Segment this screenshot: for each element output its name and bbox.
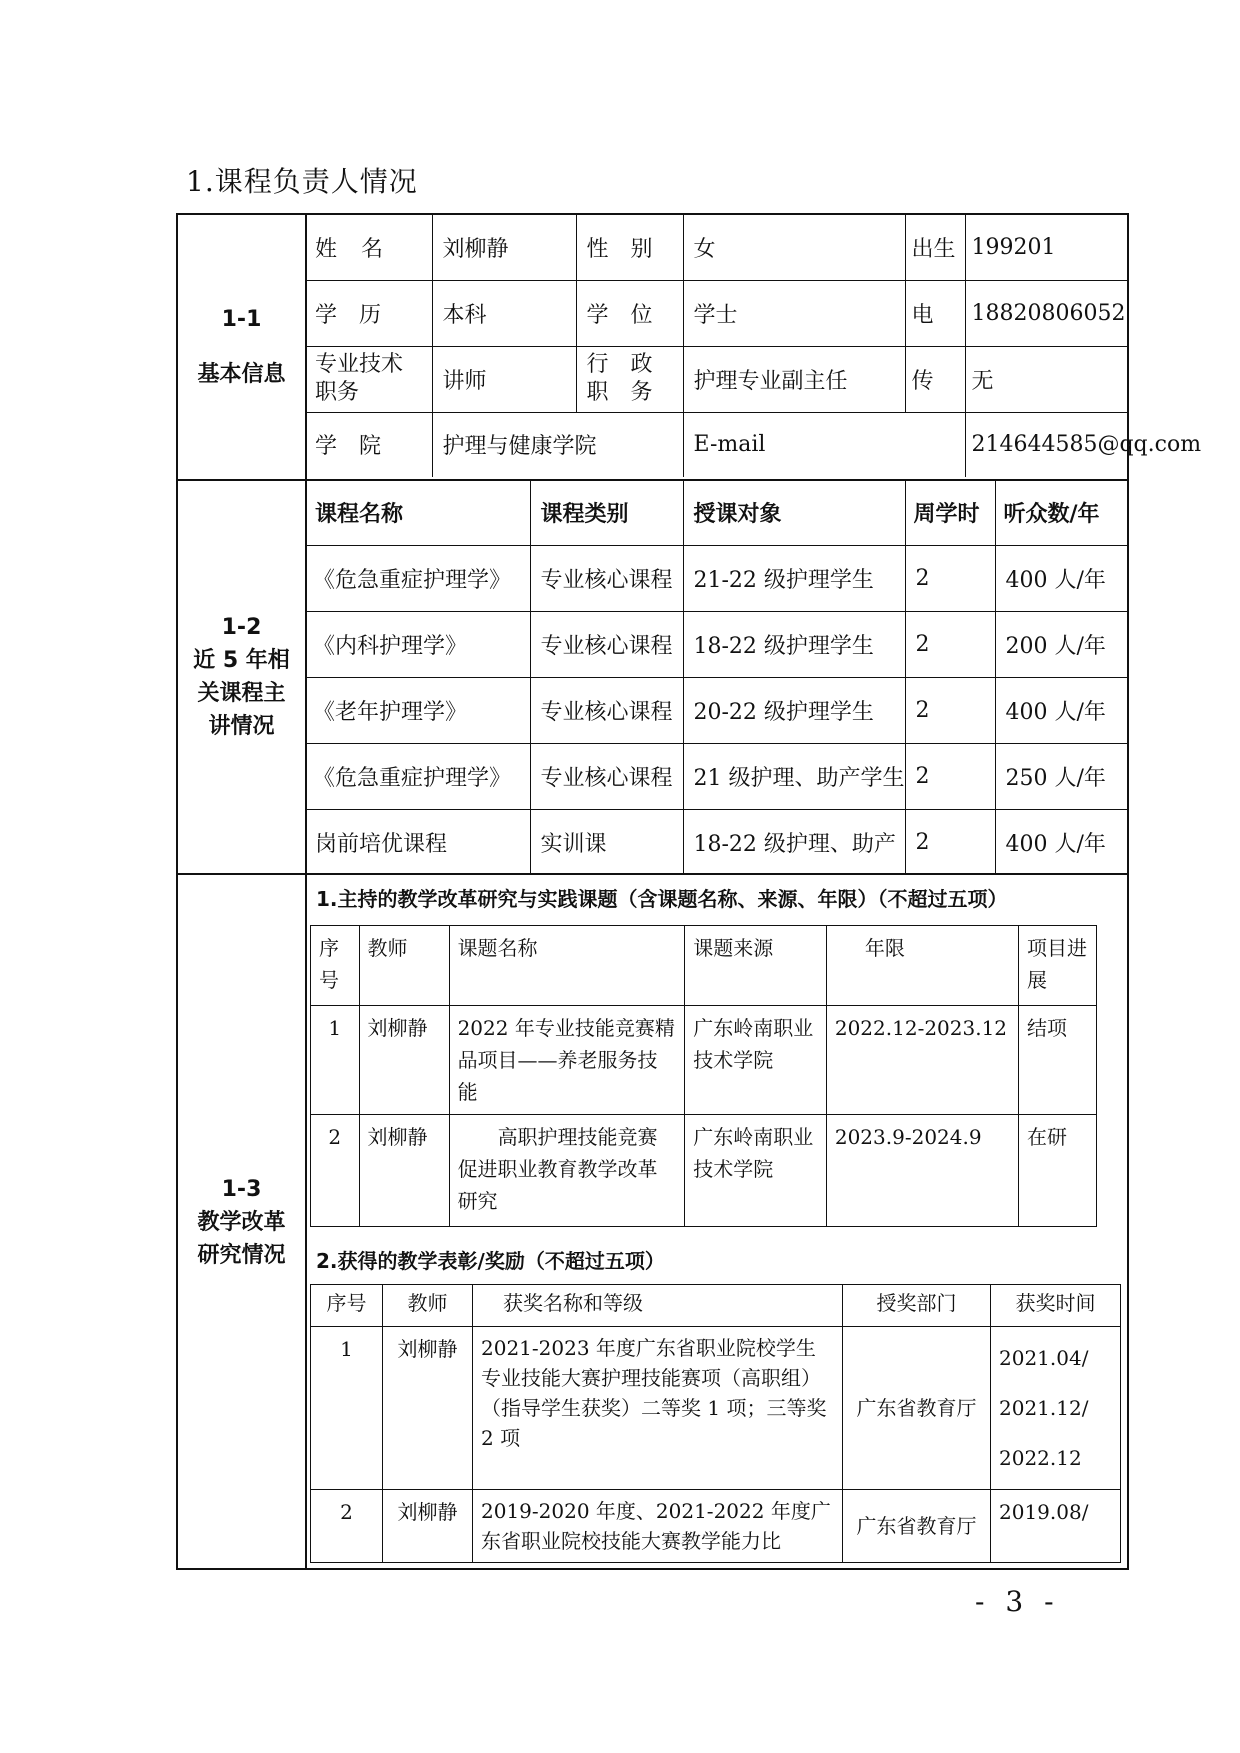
table-cell: 专业核心课程	[530, 743, 683, 809]
table-row	[305, 809, 1129, 875]
value-cell: 18820806052	[965, 280, 1129, 346]
table-row	[305, 215, 1129, 280]
column-header: 教师	[359, 926, 449, 1006]
table-cell: 刘柳静	[383, 1490, 473, 1563]
section-title-line: 研究情况	[197, 1243, 286, 1268]
label-cell: 学 位	[576, 280, 683, 346]
section-number: 1-3	[221, 1177, 262, 1202]
table-cell: 2	[905, 677, 995, 743]
table-cell: 广东省教育厅	[843, 1327, 991, 1490]
table-cell: 刘柳静	[383, 1327, 473, 1490]
section-number: 1-1	[221, 307, 262, 332]
table-cell: 广东岭南职业技术学院	[685, 1006, 827, 1115]
column-header: 教师	[383, 1285, 473, 1327]
table-row	[305, 545, 1129, 611]
section-label	[178, 215, 307, 479]
table-cell: 2019-2020 年度、2021-2022 年度广东省职业院校技能大赛教学能力比	[473, 1490, 843, 1563]
section-title: 基本信息	[197, 362, 286, 387]
table-cell: 2	[905, 545, 995, 611]
column-header: 获奖时间	[991, 1285, 1121, 1327]
table-row	[305, 677, 1129, 743]
table-cell: 《危急重症护理学》	[305, 743, 530, 809]
table-row	[311, 1115, 1097, 1227]
column-header: 获奖名称和等级	[473, 1285, 843, 1327]
section-label	[178, 481, 307, 873]
table-cell: 2	[905, 809, 995, 875]
table-cell: 2022.12-2023.12	[826, 1006, 1018, 1115]
column-header: 序号	[311, 926, 360, 1006]
table-cell: 200 人/年	[995, 611, 1129, 677]
courses-table	[305, 481, 1129, 875]
section-heading: 1.课程负责人情况	[186, 165, 418, 198]
section-title-line: 近 5 年相	[193, 648, 290, 673]
table-cell: 结项	[1019, 1006, 1097, 1115]
awards-table	[310, 1284, 1121, 1563]
label-cell: 电	[905, 280, 965, 346]
section-title-line: 教学改革	[197, 1210, 286, 1235]
table-cell: 1	[311, 1327, 383, 1490]
table-cell: 《危急重症护理学》	[305, 545, 530, 611]
table-row	[305, 346, 1129, 412]
table-row	[311, 1006, 1097, 1115]
table-cell: 实训课	[530, 809, 683, 875]
reform-projects-title: 1.主持的教学改革研究与实践课题（含课题名称、来源、年限）（不超过五项）	[316, 887, 1008, 911]
column-header: 授课对象	[683, 481, 905, 545]
table-cell: 2022 年专业技能竞赛精品项目——养老服务技能	[449, 1006, 685, 1115]
awards-title: 2.获得的教学表彰/奖励（不超过五项）	[316, 1249, 665, 1273]
table-cell: 21-22 级护理学生	[683, 545, 905, 611]
table-cell: 1	[311, 1006, 360, 1115]
table-cell: 18-22 级护理、助产	[683, 809, 905, 875]
value-cell: 199201	[965, 215, 1129, 280]
label-cell: 专业技术职务	[305, 346, 432, 412]
section-number: 1-2	[221, 615, 262, 640]
table-header-row	[311, 926, 1097, 1006]
table-row	[305, 611, 1129, 677]
page-number: - 3 -	[975, 1585, 1060, 1618]
section-basic-info	[178, 215, 1202, 479]
column-header: 年限	[826, 926, 1018, 1006]
column-header: 序号	[311, 1285, 383, 1327]
table-row	[305, 412, 1129, 477]
table-cell: 18-22 级护理学生	[683, 611, 905, 677]
reform-projects-table	[310, 925, 1097, 1227]
value-cell: 无	[965, 346, 1129, 412]
column-header: 课程类别	[530, 481, 683, 545]
table-cell: 《老年护理学》	[305, 677, 530, 743]
value-cell: 护理专业副主任	[683, 346, 905, 412]
table-cell: 专业核心课程	[530, 611, 683, 677]
table-cell: 2021-2023 年度广东省职业院校学生专业技能大赛护理技能赛项（高职组）（指导学生获奖）二等奖 1 项；三等奖 2 项	[473, 1327, 843, 1490]
label-cell: 学 历	[305, 280, 432, 346]
table-cell: 21 级护理、助产学生	[683, 743, 905, 809]
basic-info-table	[305, 215, 1202, 477]
value-cell: 本科	[432, 280, 576, 346]
table-cell: 《内科护理学》	[305, 611, 530, 677]
column-header: 课程名称	[305, 481, 530, 545]
table-cell: 400 人/年	[995, 809, 1129, 875]
table-cell: 2019.08/	[991, 1490, 1121, 1563]
label-cell: 传	[905, 346, 965, 412]
section-teaching-reform	[178, 873, 1129, 1570]
section-title-line: 讲情况	[208, 714, 275, 739]
section-title-line: 关课程主	[197, 681, 286, 706]
label-cell: 姓 名	[305, 215, 432, 280]
table-cell: 刘柳静	[359, 1006, 449, 1115]
section-courses	[178, 479, 1129, 873]
table-cell: 专业核心课程	[530, 677, 683, 743]
table-row	[305, 743, 1129, 809]
table-cell: 岗前培优课程	[305, 809, 530, 875]
column-header: 课题来源	[685, 926, 827, 1006]
table-cell: 在研	[1019, 1115, 1097, 1227]
table-cell: 2	[905, 743, 995, 809]
column-header: 周学时	[905, 481, 995, 545]
table-cell: 专业核心课程	[530, 545, 683, 611]
table-cell: 2021.04/ 2021.12/ 2022.12	[991, 1327, 1121, 1490]
table-row	[311, 1490, 1121, 1563]
table-cell: 250 人/年	[995, 743, 1129, 809]
table-cell: 刘柳静	[359, 1115, 449, 1227]
label-cell: 学 院	[305, 412, 432, 477]
column-header: 项目进展	[1019, 926, 1097, 1006]
label-cell: 性 别	[576, 215, 683, 280]
table-cell: 2	[311, 1115, 360, 1227]
table-cell: 广东省教育厅	[843, 1490, 991, 1563]
table-cell: 2	[311, 1490, 383, 1563]
table-cell: 2023.9-2024.9	[826, 1115, 1018, 1227]
table-cell: 20-22 级护理学生	[683, 677, 905, 743]
label-cell: E-mail	[683, 412, 965, 477]
table-cell: 2	[905, 611, 995, 677]
value-cell: 护理与健康学院	[432, 412, 683, 477]
value-cell: 女	[683, 215, 905, 280]
label-cell: 出生	[905, 215, 965, 280]
table-row	[305, 280, 1129, 346]
column-header: 听众数/年	[995, 481, 1129, 545]
table-cell: 广东岭南职业技术学院	[685, 1115, 827, 1227]
column-header: 课题名称	[449, 926, 685, 1006]
table-header-row	[311, 1285, 1121, 1327]
table-cell: 400 人/年	[995, 545, 1129, 611]
label-cell: 行 政职 务	[576, 346, 683, 412]
column-header: 授奖部门	[843, 1285, 991, 1327]
info-form	[176, 213, 1202, 1570]
table-header-row	[305, 481, 1129, 545]
value-cell: 学士	[683, 280, 905, 346]
section-label	[178, 875, 307, 1570]
table-cell: 高职护理技能竞赛促进职业教育教学改革研究	[449, 1115, 685, 1227]
table-cell: 400 人/年	[995, 677, 1129, 743]
table-row	[311, 1327, 1121, 1490]
value-cell: 刘柳静	[432, 215, 576, 280]
value-cell: 讲师	[432, 346, 576, 412]
value-cell: 214644585@qq.com	[965, 412, 1129, 477]
